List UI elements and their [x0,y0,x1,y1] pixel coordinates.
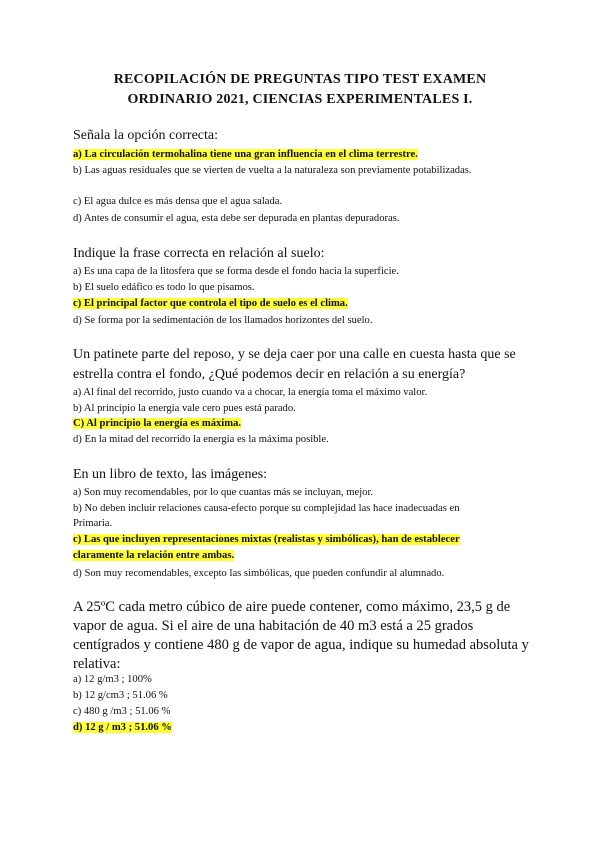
question-4-option-b-line-2: Primaria. [73,518,113,529]
correct-answer-highlight: a) La circulación termohalina tiene una gran influencia en el clima terrestre. [73,149,418,160]
question-1-option-b: b) Las aguas residuales que se vierten de vuelta a la naturaleza son previamente potabilizadas. [73,165,472,176]
question-5-option-a: a) 12 g/m3 ; 100% [73,674,152,685]
document-title-line-2: ORDINARIO 2021, CIENCIAS EXPERIMENTALES I. [127,92,473,107]
question-2-option-c [73,296,533,311]
question-3-prompt-line-1: Un patinete parte del reposo, y se deja caer por una calle en cuesta hasta que se [73,347,516,362]
question-1-option-a [73,147,533,162]
question-3-prompt-line-2: estrella contra el fondo, ¿Qué podemos decir en relación a su energía? [73,367,466,382]
question-3-option-b: b) Al principio la energía vale cero pues está parado. [73,403,296,414]
question-5-option-b: b) 12 g/cm3 ; 51.06 % [73,690,168,701]
question-4-option-d: d) Son muy recomendables, excepto las simbólicas, que pueden confundir al alumnado. [73,568,445,579]
question-2-prompt: Indique la frase correcta en relación al suelo: [73,246,325,261]
question-3-option-d: d) En la mitad del recorrido la energía es la máxima posible. [73,434,329,445]
question-3-option-a: a) Al final del recorrido, justo cuando va a chocar, la energía toma el máximo valor. [73,387,428,398]
correct-answer-highlight: claramente la relación entre ambas. [73,550,235,561]
document-title-line-1: RECOPILACIÓN DE PREGUNTAS TIPO TEST EXAMEN [113,72,487,87]
correct-answer-highlight: c) Las que incluyen representaciones mixtas (realistas y simbólicas), han de establecer [73,534,460,545]
question-1-prompt: Señala la opción correcta: [73,128,218,143]
question-4-option-c-line-2 [73,548,533,563]
question-5-prompt-line-2: vapor de agua. Si el aire de una habitación de 40 m3 está a 25 grados [73,618,474,634]
question-5-prompt-line-4: relativa: [73,656,121,672]
question-5-prompt-line-3: centígrados y contiene 480 g de vapor de agua, indique su humedad absoluta y [73,637,529,653]
question-5-option-c: c) 480 g /m3 ; 51.06 % [73,706,171,717]
question-2-option-b: b) El suelo edáfico es todo lo que pisamos. [73,282,255,293]
correct-answer-highlight: d) 12 g / m3 ; 51.06 % [73,722,172,733]
question-2-option-a: a) Es una capa de la litosfera que se forma desde el fondo hacia la superficie. [73,266,399,277]
correct-answer-highlight: c) El principal factor que controla el tipo de suelo es el clima. [73,298,348,309]
question-4-option-a: a) Son muy recomendables, por lo que cuantas más se incluyan, mejor. [73,487,374,498]
question-5-option-d [73,720,533,735]
question-2-option-d: d) Se forma por la sedimentación de los llamados horizontes del suelo. [73,315,373,326]
question-3-option-c [73,416,533,431]
question-4-prompt: En un libro de texto, las imágenes: [73,467,268,482]
question-1-option-c: c) El agua dulce es más densa que el agua salada. [73,196,283,207]
question-1-option-d: d) Antes de consumir el agua, esta debe ser depurada en plantas depuradoras. [73,213,400,224]
question-4-option-b-line-1: b) No deben incluir relaciones causa-efecto porque su complejidad las hace inadecuadas en [73,503,460,514]
correct-answer-highlight: C) Al principio la energía es máxima. [73,418,242,429]
question-4-option-c-line-1 [73,532,533,547]
question-5-prompt-line-1: A 25ºC cada metro cúbico de aire puede contener, como máximo, 23,5 g de [73,599,511,615]
